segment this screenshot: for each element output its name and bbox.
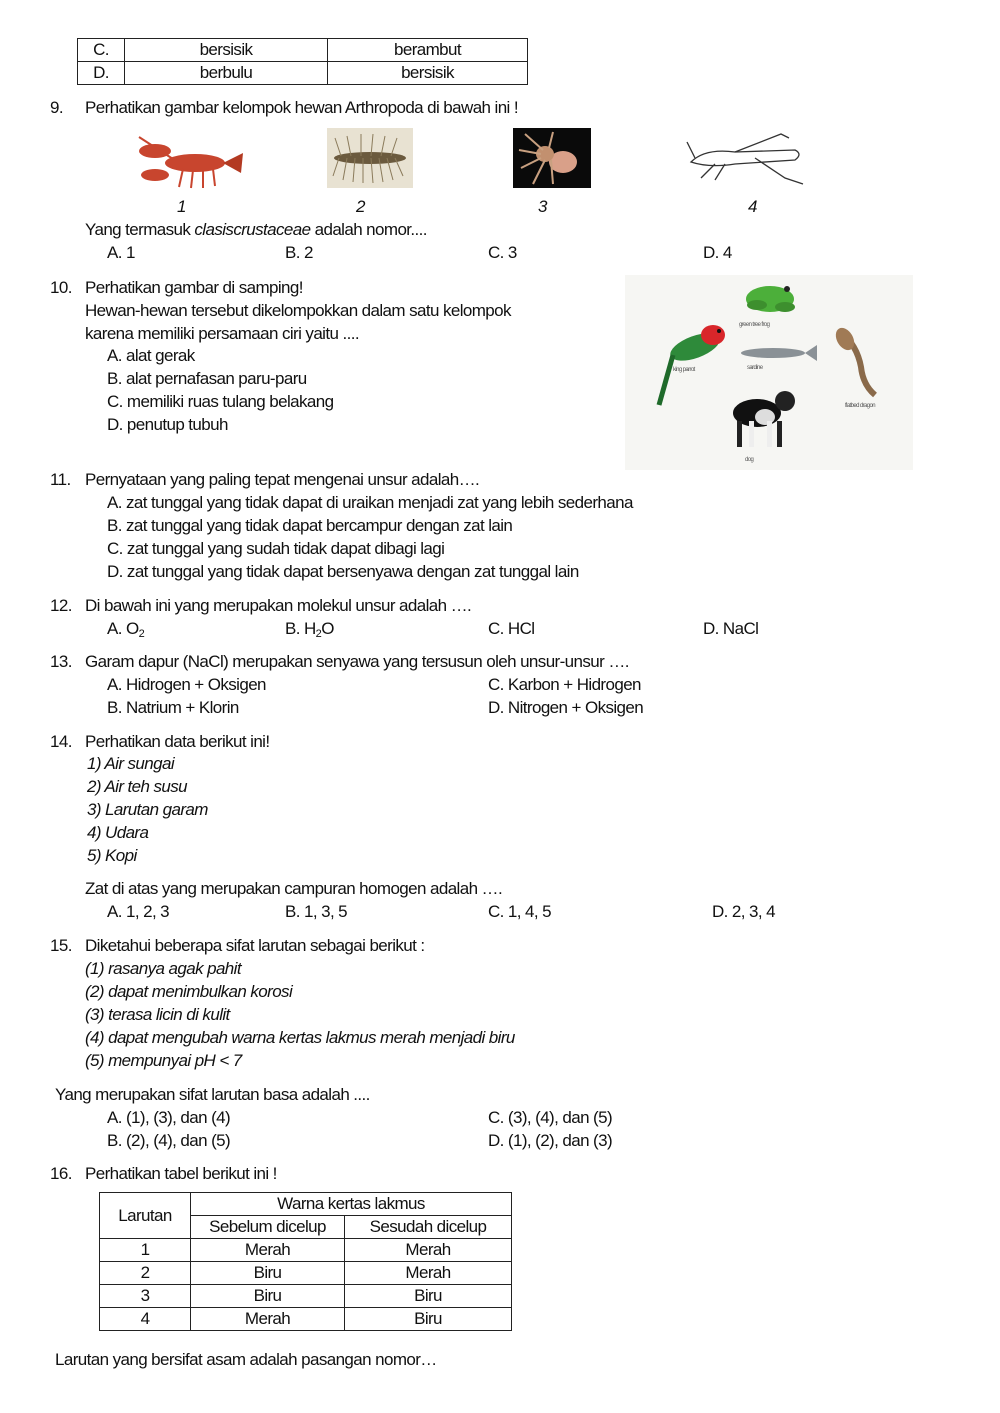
q15-text: Diketahui beberapa sifat larutan sebagai berikut : [85, 936, 425, 955]
q14-item-1: 1) Air sungai [87, 754, 175, 773]
table-cell: D. [78, 62, 125, 85]
table-row [100, 1308, 512, 1331]
table-cell: Merah [191, 1308, 345, 1331]
table-cell: Merah [345, 1239, 512, 1262]
q12-option-b [285, 619, 334, 640]
q10-line-3: karena memiliki persamaan ciri yaitu .... [85, 324, 359, 343]
table-cell: berbulu [125, 62, 328, 85]
q11-option-c: C. zat tunggal yang sudah tidak dapat dibagi lagi [107, 539, 445, 558]
q12-option-b-text: B. H [285, 619, 316, 638]
q10-option-c: C. memiliki ruas tulang belakang [107, 392, 334, 411]
q14-text: Perhatikan data berikut ini! [85, 732, 270, 751]
table-cell: Biru [191, 1285, 345, 1308]
dog-label: dog [745, 457, 754, 463]
q11-number: 11. [50, 470, 71, 489]
table-cell: bersisik [328, 62, 528, 85]
table-header-row [100, 1193, 512, 1216]
sardine-label: sardine [747, 365, 763, 371]
table-row [100, 1262, 512, 1285]
q10-option-d: D. penutup tubuh [107, 415, 228, 434]
q12-option-a-sub: 2 [138, 628, 145, 640]
table-cell: C. [78, 39, 125, 62]
image-label-2: 2 [356, 197, 365, 216]
q14-number: 14. [50, 732, 72, 751]
q16-question: Larutan yang bersifat asam adalah pasangan nomor… [55, 1350, 437, 1369]
q14-item-2: 2) Air teh susu [87, 777, 187, 796]
q16-text: Perhatikan tabel berikut ini ! [85, 1164, 277, 1183]
table-cell: 3 [100, 1285, 191, 1308]
q13-option-b: B. Natrium + Klorin [107, 698, 239, 717]
header-after: Sesudah dicelup [345, 1216, 512, 1239]
q15-item-5: (5) mempunyai pH < 7 [85, 1051, 242, 1070]
q9-question-pre: Yang termasuk [85, 220, 195, 239]
table-cell: Biru [345, 1285, 512, 1308]
grasshopper-image [685, 128, 810, 188]
q9-option-b: B. 2 [285, 243, 313, 262]
parrot-label: king parrot [673, 367, 695, 373]
q12-option-a [107, 619, 144, 640]
q15-option-c: C. (3), (4), dan (5) [488, 1108, 613, 1127]
table-row [100, 1285, 512, 1308]
table-row [78, 62, 528, 85]
q10-line-1: Perhatikan gambar di samping! [85, 278, 303, 297]
q10-option-b: B. alat pernafasan paru-paru [107, 369, 307, 388]
q11-text: Pernyataan yang paling tepat mengenai unsur adalah…. [85, 470, 480, 489]
q14-item-4: 4) Udara [87, 823, 149, 842]
q14-item-3: 3) Larutan garam [87, 800, 208, 819]
q9-question-post: adalah nomor.... [310, 220, 427, 239]
litmus-table [99, 1192, 512, 1331]
q15-option-a: A. (1), (3), dan (4) [107, 1108, 231, 1127]
q9-question-term: clasiscrustaceae [194, 220, 311, 239]
q15-item-1: (1) rasanya agak pahit [85, 959, 241, 978]
image-label-1: 1 [177, 197, 186, 216]
table-cell: bersisik [125, 39, 328, 62]
q11-option-d: D. zat tunggal yang tidak dapat bersenyawa dengan zat tunggal lain [107, 562, 579, 581]
q15-option-d: D. (1), (2), dan (3) [488, 1131, 613, 1150]
header-before: Sebelum dicelup [191, 1216, 345, 1239]
q9-question [85, 220, 427, 240]
vertebrates-illustration [625, 275, 913, 470]
q13-option-c: C. Karbon + Hidrogen [488, 675, 641, 694]
q15-item-4: (4) dapat mengubah warna kertas lakmus merah menjadi biru [85, 1028, 515, 1047]
lobster-image [133, 133, 245, 193]
q9-option-d: D. 4 [703, 243, 732, 262]
table-cell: Biru [345, 1308, 512, 1331]
q14-option-d: D. 2, 3, 4 [712, 902, 775, 921]
q13-number: 13. [50, 652, 72, 671]
q11-option-a: A. zat tunggal yang tidak dapat di uraikan menjadi zat yang lebih sederhana [107, 493, 633, 512]
q12-text: Di bawah ini yang merupakan molekul unsur adalah …. [85, 596, 472, 615]
q13-option-a: A. Hidrogen + Oksigen [107, 675, 266, 694]
table-cell: berambut [328, 39, 528, 62]
q9-text: Perhatikan gambar kelompok hewan Arthropoda di bawah ini ! [85, 98, 518, 117]
image-label-4: 4 [748, 197, 757, 216]
q12-option-a-text: A. O [107, 619, 139, 638]
frog-label: green tree frog [739, 322, 770, 328]
q16-number: 16. [50, 1164, 72, 1183]
millipede-image [327, 128, 413, 188]
q15-number: 15. [50, 936, 72, 955]
table-row [78, 39, 528, 62]
spider-image [513, 128, 591, 188]
q14-option-b: B. 1, 3, 5 [285, 902, 348, 921]
table-cell: 4 [100, 1308, 191, 1331]
q15-question: Yang merupakan sifat larutan basa adalah .... [55, 1085, 370, 1104]
q14-option-a: A. 1, 2, 3 [107, 902, 170, 921]
top-table [77, 38, 528, 85]
q15-item-3: (3) terasa licin di kulit [85, 1005, 230, 1024]
table-cell: Biru [191, 1262, 345, 1285]
q12-option-b-post: O [321, 619, 334, 638]
header-larutan: Larutan [100, 1193, 191, 1239]
table-cell: 1 [100, 1239, 191, 1262]
q14-question: Zat di atas yang merupakan campuran homogen adalah …. [85, 879, 503, 898]
q12-option-b-sub: 2 [315, 628, 322, 640]
q15-item-2: (2) dapat menimbulkan korosi [85, 982, 293, 1001]
q15-option-b: B. (2), (4), dan (5) [107, 1131, 231, 1150]
header-warna: Warna kertas lakmus [191, 1193, 512, 1216]
q10-line-2: Hewan-hewan tersebut dikelompokkan dalam satu kelompok [85, 301, 511, 320]
lizard-label: flatbed dragon [845, 403, 875, 409]
image-label-3: 3 [538, 197, 547, 216]
table-cell: Merah [191, 1239, 345, 1262]
q12-option-d: D. NaCl [703, 619, 759, 638]
table-cell: 2 [100, 1262, 191, 1285]
q12-option-c: C. HCl [488, 619, 535, 638]
q9-option-c: C. 3 [488, 243, 517, 262]
q10-number: 10. [50, 278, 72, 297]
vertebrates-image [625, 275, 913, 470]
q13-option-d: D. Nitrogen + Oksigen [488, 698, 644, 717]
q9-number: 9. [50, 98, 63, 117]
q11-option-b: B. zat tunggal yang tidak dapat bercampur dengan zat lain [107, 516, 513, 535]
q9-option-a: A. 1 [107, 243, 135, 262]
table-row [100, 1239, 512, 1262]
table-cell: Merah [345, 1262, 512, 1285]
q14-item-5: 5) Kopi [87, 846, 137, 865]
q14-option-c: C. 1, 4, 5 [488, 902, 551, 921]
q12-number: 12. [50, 596, 72, 615]
q10-option-a: A. alat gerak [107, 346, 195, 365]
q13-text: Garam dapur (NaCl) merupakan senyawa yang tersusun oleh unsur-unsur …. [85, 652, 629, 671]
